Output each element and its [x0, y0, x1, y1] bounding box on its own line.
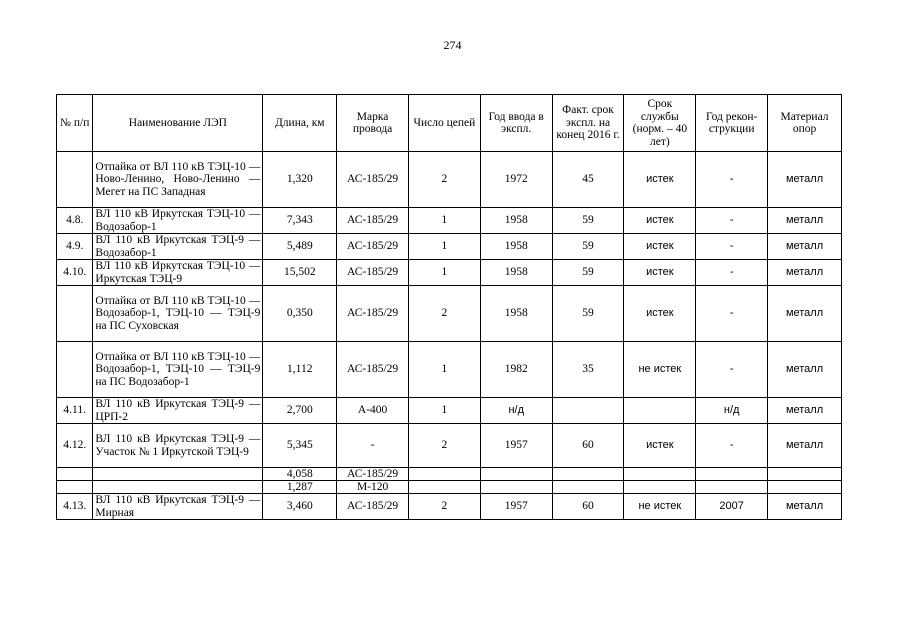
line-name: Отпайка от ВЛ 110 кВ ТЭЦ-10 — Водозабор-1, ТЭЦ-10 — ТЭЦ-9 на ПС Суховская [93, 286, 263, 342]
circuit-count: 1 [409, 398, 481, 424]
pole-material: металл [768, 234, 842, 260]
line-length: 7,343 [263, 208, 337, 234]
pole-material: металл [768, 494, 842, 520]
table-row [57, 152, 842, 208]
header-year-recon: Год рекон-струкции [696, 95, 768, 152]
year-commissioned [480, 481, 552, 494]
year-reconstruction [696, 468, 768, 481]
circuit-count: 1 [409, 260, 481, 286]
table-row [57, 260, 842, 286]
row-num: 4.9. [57, 234, 93, 260]
row-num [57, 468, 93, 481]
year-reconstruction [696, 481, 768, 494]
actual-term: 59 [552, 260, 624, 286]
line-name: ВЛ 110 кВ Иркутская ТЭЦ-9 — Водозабор-1 [93, 234, 263, 260]
actual-term [552, 398, 624, 424]
pole-material [768, 481, 842, 494]
service-status: истек [624, 234, 696, 260]
year-commissioned: 1982 [480, 342, 552, 398]
line-name [93, 481, 263, 494]
page-number: 274 [443, 38, 462, 52]
header-name: Наименование ЛЭП [93, 95, 263, 152]
wire-brand: М-120 [337, 481, 409, 494]
wire-brand: АС-185/29 [337, 152, 409, 208]
row-num: 4.11. [57, 398, 93, 424]
year-reconstruction: н/д [696, 398, 768, 424]
year-commissioned: 1958 [480, 260, 552, 286]
wire-brand: АС-185/29 [337, 342, 409, 398]
line-length: 3,460 [263, 494, 337, 520]
circuit-count: 2 [409, 152, 481, 208]
row-num [57, 152, 93, 208]
circuit-count: 2 [409, 494, 481, 520]
year-reconstruction: - [696, 152, 768, 208]
table-row [57, 286, 842, 342]
service-status: не истек [624, 342, 696, 398]
circuit-count: 2 [409, 424, 481, 468]
pole-material: металл [768, 260, 842, 286]
header-material: Материал опор [768, 95, 842, 152]
line-name: Отпайка от ВЛ 110 кВ ТЭЦ-10 — Ново-Ленино, Ново-Ленино — Мегет на ПС Западная [93, 152, 263, 208]
header-year-in: Год ввода в экспл. [480, 95, 552, 152]
actual-term: 60 [552, 494, 624, 520]
line-length: 4,058 [263, 468, 337, 481]
line-length: 1,287 [263, 481, 337, 494]
pole-material: металл [768, 152, 842, 208]
service-status: истек [624, 424, 696, 468]
power-lines-table [56, 94, 842, 520]
year-commissioned: 1957 [480, 424, 552, 468]
table-row [57, 494, 842, 520]
header-fact-term: Факт. срок экспл. на конец 2016 г. [552, 95, 624, 152]
actual-term: 35 [552, 342, 624, 398]
wire-brand: - [337, 424, 409, 468]
year-commissioned: 1958 [480, 234, 552, 260]
header-circuits: Число цепей [409, 95, 481, 152]
circuit-count [409, 468, 481, 481]
line-length: 2,700 [263, 398, 337, 424]
circuit-count: 1 [409, 234, 481, 260]
wire-brand: А-400 [337, 398, 409, 424]
line-length: 1,320 [263, 152, 337, 208]
year-commissioned [480, 468, 552, 481]
actual-term [552, 468, 624, 481]
year-reconstruction: - [696, 260, 768, 286]
table-row [57, 208, 842, 234]
line-name: ВЛ 110 кВ Иркутская ТЭЦ-10 — Водозабор-1 [93, 208, 263, 234]
line-name: ВЛ 110 кВ Иркутская ТЭЦ-9 — ЦРП-2 [93, 398, 263, 424]
year-commissioned: н/д [480, 398, 552, 424]
actual-term [552, 481, 624, 494]
circuit-count: 2 [409, 286, 481, 342]
service-status [624, 398, 696, 424]
table-header [57, 95, 842, 152]
line-length: 5,345 [263, 424, 337, 468]
line-length: 1,112 [263, 342, 337, 398]
table-row [57, 468, 842, 481]
line-name: Отпайка от ВЛ 110 кВ ТЭЦ-10 — Водозабор-1, ТЭЦ-10 — ТЭЦ-9 на ПС Водозабор-1 [93, 342, 263, 398]
line-length: 5,489 [263, 234, 337, 260]
line-length: 15,502 [263, 260, 337, 286]
table-row [57, 424, 842, 468]
wire-brand: АС-185/29 [337, 260, 409, 286]
pole-material: металл [768, 398, 842, 424]
service-status [624, 481, 696, 494]
year-commissioned: 1957 [480, 494, 552, 520]
service-status: истек [624, 152, 696, 208]
header-length: Длина, км [263, 95, 337, 152]
actual-term: 60 [552, 424, 624, 468]
year-reconstruction: - [696, 286, 768, 342]
wire-brand: АС-185/29 [337, 234, 409, 260]
row-num [57, 342, 93, 398]
year-commissioned: 1972 [480, 152, 552, 208]
pole-material: металл [768, 208, 842, 234]
header-num: № п/п [57, 95, 93, 152]
pole-material: металл [768, 424, 842, 468]
service-status: истек [624, 260, 696, 286]
pole-material: металл [768, 286, 842, 342]
row-num [57, 481, 93, 494]
pole-material: металл [768, 342, 842, 398]
circuit-count [409, 481, 481, 494]
year-commissioned: 1958 [480, 208, 552, 234]
actual-term: 59 [552, 286, 624, 342]
circuit-count: 1 [409, 342, 481, 398]
wire-brand: АС-185/29 [337, 286, 409, 342]
table-row [57, 481, 842, 494]
pole-material [768, 468, 842, 481]
circuit-count: 1 [409, 208, 481, 234]
year-reconstruction: - [696, 424, 768, 468]
row-num: 4.8. [57, 208, 93, 234]
header-service-term: Срок службы (норм. – 40 лет) [624, 95, 696, 152]
row-num: 4.10. [57, 260, 93, 286]
table-row [57, 234, 842, 260]
service-status: не истек [624, 494, 696, 520]
line-name: ВЛ 110 кВ Иркутская ТЭЦ-9 — Участок № 1 Иркутской ТЭЦ-9 [93, 424, 263, 468]
year-commissioned: 1958 [480, 286, 552, 342]
year-reconstruction: - [696, 342, 768, 398]
table-row [57, 398, 842, 424]
year-reconstruction: 2007 [696, 494, 768, 520]
row-num: 4.13. [57, 494, 93, 520]
table-row [57, 342, 842, 398]
actual-term: 45 [552, 152, 624, 208]
actual-term: 59 [552, 234, 624, 260]
wire-brand: АС-185/29 [337, 468, 409, 481]
year-reconstruction: - [696, 234, 768, 260]
wire-brand: АС-185/29 [337, 494, 409, 520]
year-reconstruction: - [696, 208, 768, 234]
service-status: истек [624, 286, 696, 342]
wire-brand: АС-185/29 [337, 208, 409, 234]
line-length: 0,350 [263, 286, 337, 342]
line-name: ВЛ 110 кВ Иркутская ТЭЦ-10 — Иркутская ТЭЦ-9 [93, 260, 263, 286]
line-name: ВЛ 110 кВ Иркутская ТЭЦ-9 — Мирная [93, 494, 263, 520]
row-num [57, 286, 93, 342]
service-status: истек [624, 208, 696, 234]
line-name [93, 468, 263, 481]
row-num: 4.12. [57, 424, 93, 468]
service-status [624, 468, 696, 481]
actual-term: 59 [552, 208, 624, 234]
header-wire: Марка провода [337, 95, 409, 152]
